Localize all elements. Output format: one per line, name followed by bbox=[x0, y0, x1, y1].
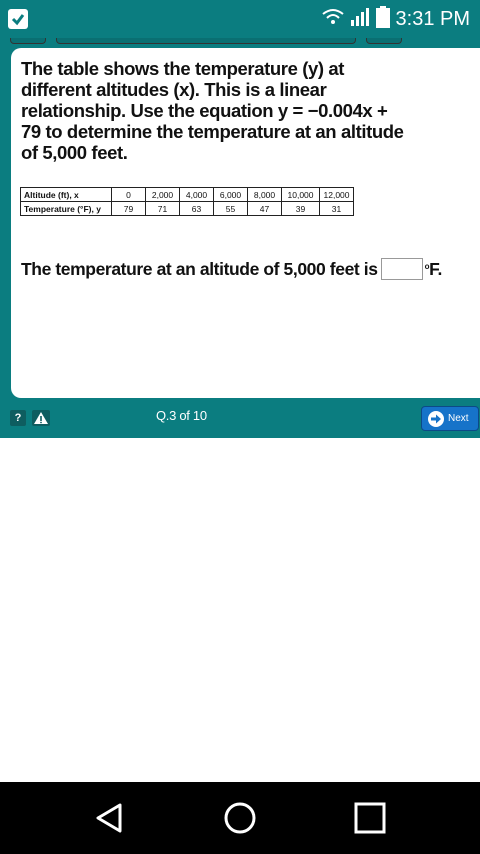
table-row bbox=[21, 202, 354, 216]
signal-icon bbox=[350, 8, 370, 31]
table-cell: 8,000 bbox=[248, 188, 282, 202]
tab-strip bbox=[0, 38, 480, 48]
back-icon[interactable] bbox=[92, 800, 128, 836]
status-time: 3:31 PM bbox=[395, 7, 470, 30]
table-row-header: Temperature (°F), y bbox=[21, 202, 112, 216]
answer-suffix: F. bbox=[429, 259, 442, 279]
wifi-icon bbox=[322, 8, 344, 31]
table-cell: 31 bbox=[320, 202, 354, 216]
arrow-right-icon bbox=[428, 411, 444, 427]
status-bar bbox=[0, 0, 480, 38]
table-cell: 47 bbox=[248, 202, 282, 216]
answer-input[interactable] bbox=[381, 258, 423, 280]
battery-icon bbox=[376, 6, 390, 33]
table-cell: 79 bbox=[112, 202, 146, 216]
help-button[interactable]: ? bbox=[10, 410, 26, 426]
table-cell: 2,000 bbox=[146, 188, 180, 202]
top-tab-center[interactable] bbox=[56, 38, 356, 44]
table-cell: 0 bbox=[112, 188, 146, 202]
question-counter: Q.3 of 10 bbox=[156, 408, 207, 423]
warning-icon[interactable] bbox=[32, 410, 50, 426]
answer-prefix: The temperature at an altitude of 5,000 feet is bbox=[21, 259, 378, 279]
table-cell: 63 bbox=[180, 202, 214, 216]
table-cell: 10,000 bbox=[282, 188, 320, 202]
table-row-header: Altitude (ft), x bbox=[21, 188, 112, 202]
top-tab-left[interactable] bbox=[10, 38, 46, 44]
table-cell: 4,000 bbox=[180, 188, 214, 202]
answer-line bbox=[21, 259, 442, 280]
table-cell: 55 bbox=[214, 202, 248, 216]
next-button[interactable] bbox=[421, 406, 479, 431]
recents-icon[interactable] bbox=[352, 800, 388, 836]
question-card bbox=[11, 48, 480, 398]
clipboard-check-icon bbox=[8, 9, 28, 29]
table-cell: 39 bbox=[282, 202, 320, 216]
degree-symbol: o bbox=[424, 262, 430, 271]
table-cell: 71 bbox=[146, 202, 180, 216]
table-row bbox=[21, 188, 354, 202]
top-tab-right[interactable] bbox=[366, 38, 402, 44]
table-cell: 6,000 bbox=[214, 188, 248, 202]
table-cell: 12,000 bbox=[320, 188, 354, 202]
data-table bbox=[20, 187, 354, 216]
android-nav-bar bbox=[0, 782, 480, 854]
home-icon[interactable] bbox=[222, 800, 258, 836]
question-text: The table shows the temperature (y) at different altitudes (x). This is a linear relationship. Use the equation y = −0.004x + 79 to determine the temperature at an altitude of 5,000 feet. bbox=[21, 58, 404, 163]
next-label: Next bbox=[448, 413, 469, 424]
